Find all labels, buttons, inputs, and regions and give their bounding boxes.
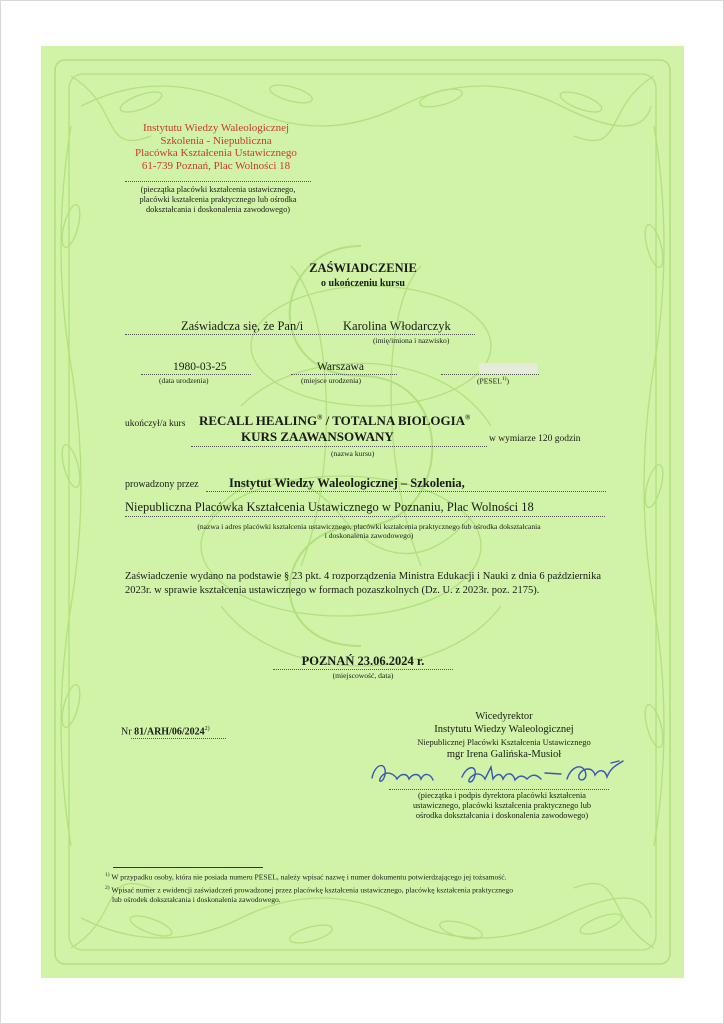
stamp-caption: (pieczątka placówki kształcenia ustawicznego, placówki kształcenia praktycznego lub ośrodka dokształcania i doskonalenia zawodowego) [139,185,297,214]
course-name-line-2: KURS ZAAWANSOWANY [241,429,394,444]
provider-intro: prowadzony przez [125,479,199,490]
footnote-1: $^{1)}$ W przypadku osoby, która nie posiada numeru PESEL, należy wpisać nazwę i numer dokumentu potwierdzającego jej tożsamość. [105,872,507,882]
institution-stamp [116,122,316,172]
course-caption: (nazwa kursu) [331,449,375,458]
birth-date-dotted-line [141,374,251,375]
place-date-dotted-line [273,669,453,670]
provider-address: Niepubliczna Placówka Kształcenia Ustawicznego w Poznaniu, Plac Wolności 18 [125,500,534,514]
person-name: Karolina Włodarczyk [343,319,451,333]
stamp-line-2: Szkolenia - Niepubliczna [160,134,272,147]
name-caption: (imię/imiona i nazwisko) [373,336,450,345]
birth-place-dotted-line [291,374,397,375]
course-dotted-line [191,446,487,447]
birth-place: Warszawa [317,361,364,373]
footnote-separator [113,867,263,868]
stamp-line-4: 61-739 Poznań, Plac Wolności 18 [141,159,291,172]
birth-date: 1980-03-25 [173,361,227,373]
number-dotted-line [131,738,226,739]
director-unit: Niepublicznej Placówki Kształcenia Ustawicznego [417,737,591,747]
pesel-caption: (PESEL$^{1)}$) [477,376,510,386]
signature-dotted-line [389,789,609,790]
provider-name: Instytut Wiedzy Waleologicznej – Szkolenia, [229,476,465,490]
place-date: POZNAŃ 23.06.2024 r. [301,654,425,668]
certificate-title: ZAŚWIADCZENIE [309,261,417,275]
place-date-caption: (miejscowość, data) [332,671,394,680]
address-dotted-line [125,516,605,517]
certificate-subtitle: o ukończeniu kursu [321,278,405,289]
director-signature [367,753,657,793]
name-dotted-line [125,334,475,335]
director-name: mgr Irena Galińska-Musioł [446,748,562,760]
footnote-2-cont: lub ośrodek dokształcania i doskonalenia zawodowego. [112,895,281,905]
director-title: Wicedyrektor [475,711,533,722]
person-intro: Zaświadcza się, że Pan/i [181,319,304,333]
course-hours: w wymiarze 120 godzin [489,434,581,444]
course-intro: ukończył/a kurs [125,419,186,429]
footnote-2: $^{2)}$ Wpisać numer z ewidencji zaświadczeń prowadzonej przez placówkę kształcenia ustawicznego, placówkę kształcenia praktycznego [105,884,513,895]
pesel-redacted [479,363,537,374]
stamp-line-1: Instytutu Wiedzy Waleologicznej [142,122,290,134]
legal-basis: Zaświadczenie wydano na podstawie § 23 pkt. 4 rozporządzenia Ministra Edukacji i Nauki z dnia 6 października 2023r. w sprawie kształcenia ustawicznego w formach pozaszkolnych (Dz. U. z 2023r. poz. 2175). [125,571,601,596]
footnotes [105,870,625,905]
provider-dotted-line [206,491,606,492]
certificate-number: Nr 81/ARH/06/2024$^{2)}$ [121,726,210,738]
signature-caption: (pieczątka i podpis dyrektora placówki kształcenia ustawicznego, placówki kształcenia praktycznego lub ośrodka dokształcania i doskonalenia zawodowego) [412,791,592,820]
course-name-line-1: RECALL HEALING® / TOTALNA BIOLOGIA® [199,413,471,428]
birth-place-caption: (miejsce urodzenia) [301,376,362,385]
director-org: Instytutu Wiedzy Waleologicznej [434,723,574,735]
stamp-dotted-line [125,181,311,182]
stamp-line-3: Placówka Kształcenia Ustawicznego [135,147,297,159]
birth-date-caption: (data urodzenia) [159,376,209,385]
provider-caption: (nazwa i adres placówki kształcenia ustawicznego, placówki kształcenia praktycznego lub ośrodka dokształcania i doskonalenia zawodowego) [197,522,541,540]
